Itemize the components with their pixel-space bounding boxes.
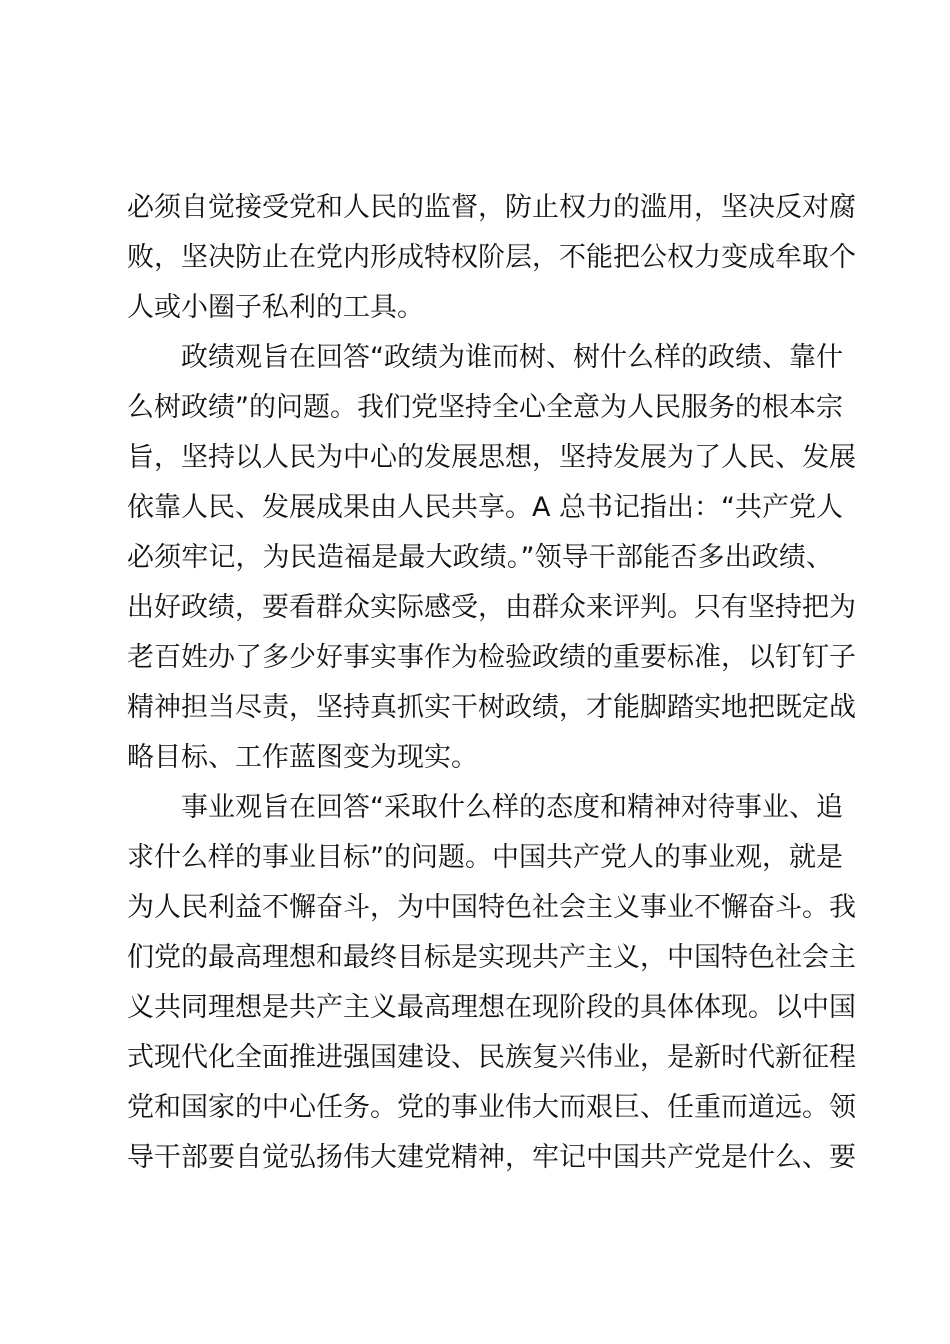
text-line: 败，坚决防止在党内形成特权阶层，不能把公权力变成牟取个 xyxy=(127,242,856,273)
text-line: 求什么样的事业目标”的问题。中国共产党人的事业观，就是 xyxy=(127,842,843,873)
text-line: 旨，坚持以人民为中心的发展思想，坚持发展为了人民、发展 xyxy=(127,442,856,473)
text-line: 么树政绩”的问题。我们党坚持全心全意为人民服务的根本宗 xyxy=(127,392,843,423)
text-line: 必须自觉接受党和人民的监督，防止权力的滥用，坚决反对腐 xyxy=(127,192,856,223)
text-line: 导干部要自觉弘扬伟大建党精神，牢记中国共产党是什么、要 xyxy=(127,1142,856,1173)
text-line: 老百姓办了多少好事实事作为检验政绩的重要标准，以钉钉子 xyxy=(127,642,856,673)
text-line: 精神担当尽责，坚持真抓实干树政绩，才能脚踏实地把既定战 xyxy=(127,692,856,723)
text-line: 出好政绩，要看群众实际感受，由群众来评判。只有坚持把为 xyxy=(127,592,856,623)
text-line: 依靠人民、发展成果由人民共享。A 总书记指出：“共产党人 xyxy=(127,492,844,523)
text-line: 必须牢记，为民造福是最大政绩。”领导干部能否多出政绩、 xyxy=(127,542,833,573)
text-line: 人或小圈子私利的工具。 xyxy=(127,292,424,323)
body-text xyxy=(127,183,856,1183)
text-line: 们党的最高理想和最终目标是实现共产主义，中国特色社会主 xyxy=(127,942,856,973)
text-line: 为人民利益不懈奋斗，为中国特色社会主义事业不懈奋斗。我 xyxy=(127,892,856,923)
text-line: 略目标、工作蓝图变为现实。 xyxy=(127,742,478,773)
text-line: 式现代化全面推进强国建设、民族复兴伟业，是新时代新征程 xyxy=(127,1042,856,1073)
text-line: 义共同理想是共产主义最高理想在现阶段的具体体现。以中国 xyxy=(127,992,856,1023)
text-line: 党和国家的中心任务。党的事业伟大而艰巨、任重而道远。领 xyxy=(127,1092,856,1123)
paragraph-first-line: 事业观旨在回答“采取什么样的态度和精神对待事业、追 xyxy=(181,792,843,823)
paragraph-first-line: 政绩观旨在回答“政绩为谁而树、树什么样的政绩、靠什 xyxy=(181,342,843,373)
